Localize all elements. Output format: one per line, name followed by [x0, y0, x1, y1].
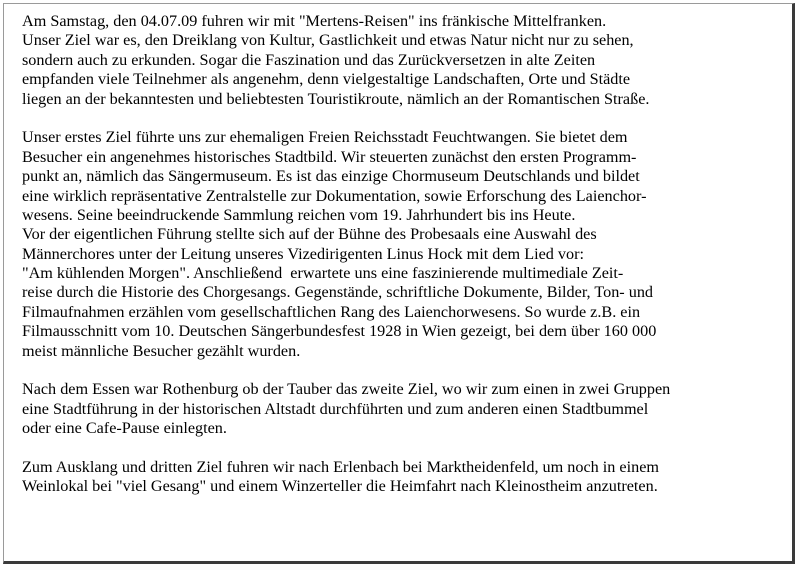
paragraph-gap	[22, 439, 782, 458]
text-line: Filmausschnitt vom 10. Deutschen Sängerbundesfest 1928 in Wien gezeigt, bei dem über 160 000	[22, 322, 657, 341]
paragraph-gap	[22, 109, 782, 128]
text-line: wesens. Seine beeindruckende Sammlung reichen vom 19. Jahrhundert bis ins Heute.	[22, 205, 576, 224]
paragraph-2	[22, 128, 782, 361]
text-line: Weinlokal bei "viel Gesang" und einem Winzerteller die Heimfahrt nach Kleinostheim anzutreten.	[22, 477, 658, 496]
text-line: reise durch die Historie des Chorgesangs. Gegenstände, schriftliche Dokumente, Bilder, Ton- und	[22, 283, 654, 302]
text-line: punkt an, nämlich das Sängermuseum. Es ist das einzige Chormuseum Deutschlands und bildet	[22, 167, 640, 186]
text-line: sondern auch zu erkunden. Sogar die Faszination und das Zurückversetzen in alte Zeiten	[22, 50, 596, 69]
text-line: meist männliche Besucher gezählt wurden.	[22, 341, 301, 360]
text-line: Unser Ziel war es, den Dreiklang von Kultur, Gastlichkeit und etwas Natur nicht nur zu sehen,	[22, 31, 634, 50]
paragraph-1	[22, 12, 782, 109]
text-line: empfanden viele Teilnehmer als angenehm, denn vielgestaltige Landschaften, Orte und Städte	[22, 70, 631, 89]
text-line: eine wirklich repräsentative Zentralstelle zur Dokumentation, sowie Erforschung des Laienchor-	[22, 186, 647, 205]
text-line: oder eine Cafe-Pause einlegten.	[22, 419, 227, 438]
text-line: "Am kühlenden Morgen". Anschließend erwartete uns eine faszinierende multimediale Zeit-	[22, 264, 624, 283]
text-line: Vor der eigentlichen Führung stellte sich auf der Bühne des Probesaals eine Auswahl des	[22, 225, 597, 244]
paragraph-gap	[22, 361, 782, 380]
document-frame	[3, 3, 795, 564]
text-line: Am Samstag, den 04.07.09 fuhren wir mit "Mertens-Reisen" ins fränkische Mittelfranken.	[22, 12, 607, 30]
text-line: liegen an der bekanntesten und beliebtesten Touristikroute, nämlich an der Romantischen Straße.	[22, 89, 650, 108]
paragraph-3	[22, 380, 782, 438]
document-body	[22, 12, 782, 497]
paragraph-4	[22, 458, 782, 497]
text-line: Besucher ein angenehmes historisches Stadtbild. Wir steuerten zunächst den ersten Programm-	[22, 147, 637, 166]
text-line: Unser erstes Ziel führte uns zur ehemaligen Freien Reichsstadt Feuchtwangen. Sie bietet dem	[22, 128, 628, 147]
text-line: eine Stadtführung in der historischen Altstadt durchführten und zum anderen einen Stadtbummel	[22, 399, 649, 418]
text-line: Männerchores unter der Leitung unseres Vizedirigenten Linus Hock mit dem Lied vor:	[22, 244, 584, 263]
text-line: Zum Ausklang und dritten Ziel fuhren wir nach Erlenbach bei Marktheidenfeld, um noch in einem	[22, 457, 659, 476]
text-line: Nach dem Essen war Rothenburg ob der Tauber das zweite Ziel, wo wir zum einen in zwei Gruppen	[22, 380, 671, 399]
text-line: Filmaufnahmen erzählen vom gesellschaftlichen Rang des Laienchorwesens. So wurde z.B. ein	[22, 302, 641, 321]
